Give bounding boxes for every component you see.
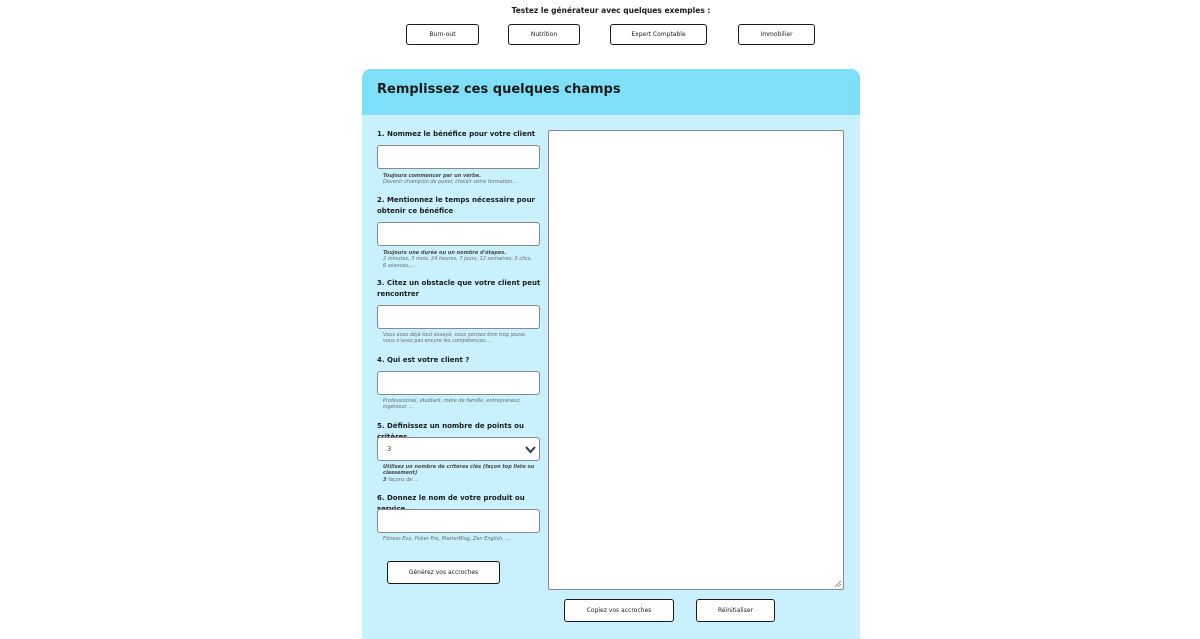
benefit-input[interactable]	[377, 145, 540, 169]
example-button-burn-out[interactable]: Burn-out	[406, 24, 479, 45]
copy-button[interactable]: Copiez vos accroches	[564, 599, 674, 622]
output-textarea[interactable]	[548, 130, 844, 590]
obstacle-input[interactable]	[377, 305, 540, 329]
field-3-label: 3. Citez un obstacle que votre client peut rencontrer	[377, 279, 541, 298]
field-1-hint-text: Devenir champion de poker, choisir votre formation...	[383, 179, 518, 186]
field-5-label: 5. Définissez un nombre de points ou	[377, 422, 524, 430]
example-button-expert-comptable[interactable]: Expert Comptable	[610, 24, 707, 45]
criteria-count-value: 3	[387, 445, 392, 453]
example-button-immobilier[interactable]: Immobilier	[738, 24, 815, 45]
chevron-down-icon	[525, 445, 536, 454]
field-2-hint-text: 2 minutes, 3 mois, 24 heures, 7 jours, 12 semaines, 3 clics, 6 séances,...	[383, 256, 532, 269]
field-1-hint-bold: Toujours commencer par un verbe.	[383, 173, 481, 179]
generate-button[interactable]: Générez vos accroches	[387, 561, 500, 584]
field-1-hint	[383, 173, 535, 186]
field-6-label: 6. Donnez le nom de votre produit ou	[377, 494, 525, 502]
resize-grip-icon[interactable]	[834, 580, 842, 588]
form-panel	[362, 69, 860, 639]
field-2-hint-bold: Toujours une durée ou un nombre d'étapes.	[383, 250, 507, 256]
client-input[interactable]	[377, 371, 540, 395]
field-3-hint: Vous avez déjà tout essayé, vous pensez être trop jeune, vous n'avez pas encore les compétences ...	[383, 332, 527, 345]
field-5-hint-bold: Utilisez un nombre de critères clés (façon top liste ou classement)	[383, 464, 535, 477]
panel-header	[362, 69, 860, 115]
field-1-label: 1. Nommez le bénéfice pour votre client	[377, 130, 536, 138]
field-5-hint-suffix: façons de ...	[386, 476, 419, 483]
example-button-nutrition[interactable]: Nutrition	[508, 24, 580, 45]
product-name-input[interactable]	[377, 509, 540, 533]
form-title: Remplissez ces quelques champs	[377, 82, 621, 97]
field-6-hint: Fitness Evo, Poker Pro, MasterBlog, Zen English, ...	[383, 536, 511, 542]
criteria-count-select[interactable]	[377, 437, 540, 461]
field-5-hint-number: 3	[383, 476, 387, 483]
duration-input[interactable]	[377, 222, 540, 246]
field-5-hint	[383, 464, 535, 483]
examples-title: Testez le générateur avec quelques exemples :	[511, 6, 711, 15]
field-2-label: 2. Mentionnez le temps nécessaire pour obtenir ce bénéfice	[377, 196, 536, 215]
field-4-hint: Professionnel, étudiant, mère de famille, entrepreneur, ingénieur, ...	[383, 398, 521, 411]
field-2-hint	[383, 250, 535, 269]
reset-button[interactable]: Réinitialiser	[696, 599, 775, 622]
field-4-label: 4. Qui est votre client ?	[377, 356, 470, 364]
